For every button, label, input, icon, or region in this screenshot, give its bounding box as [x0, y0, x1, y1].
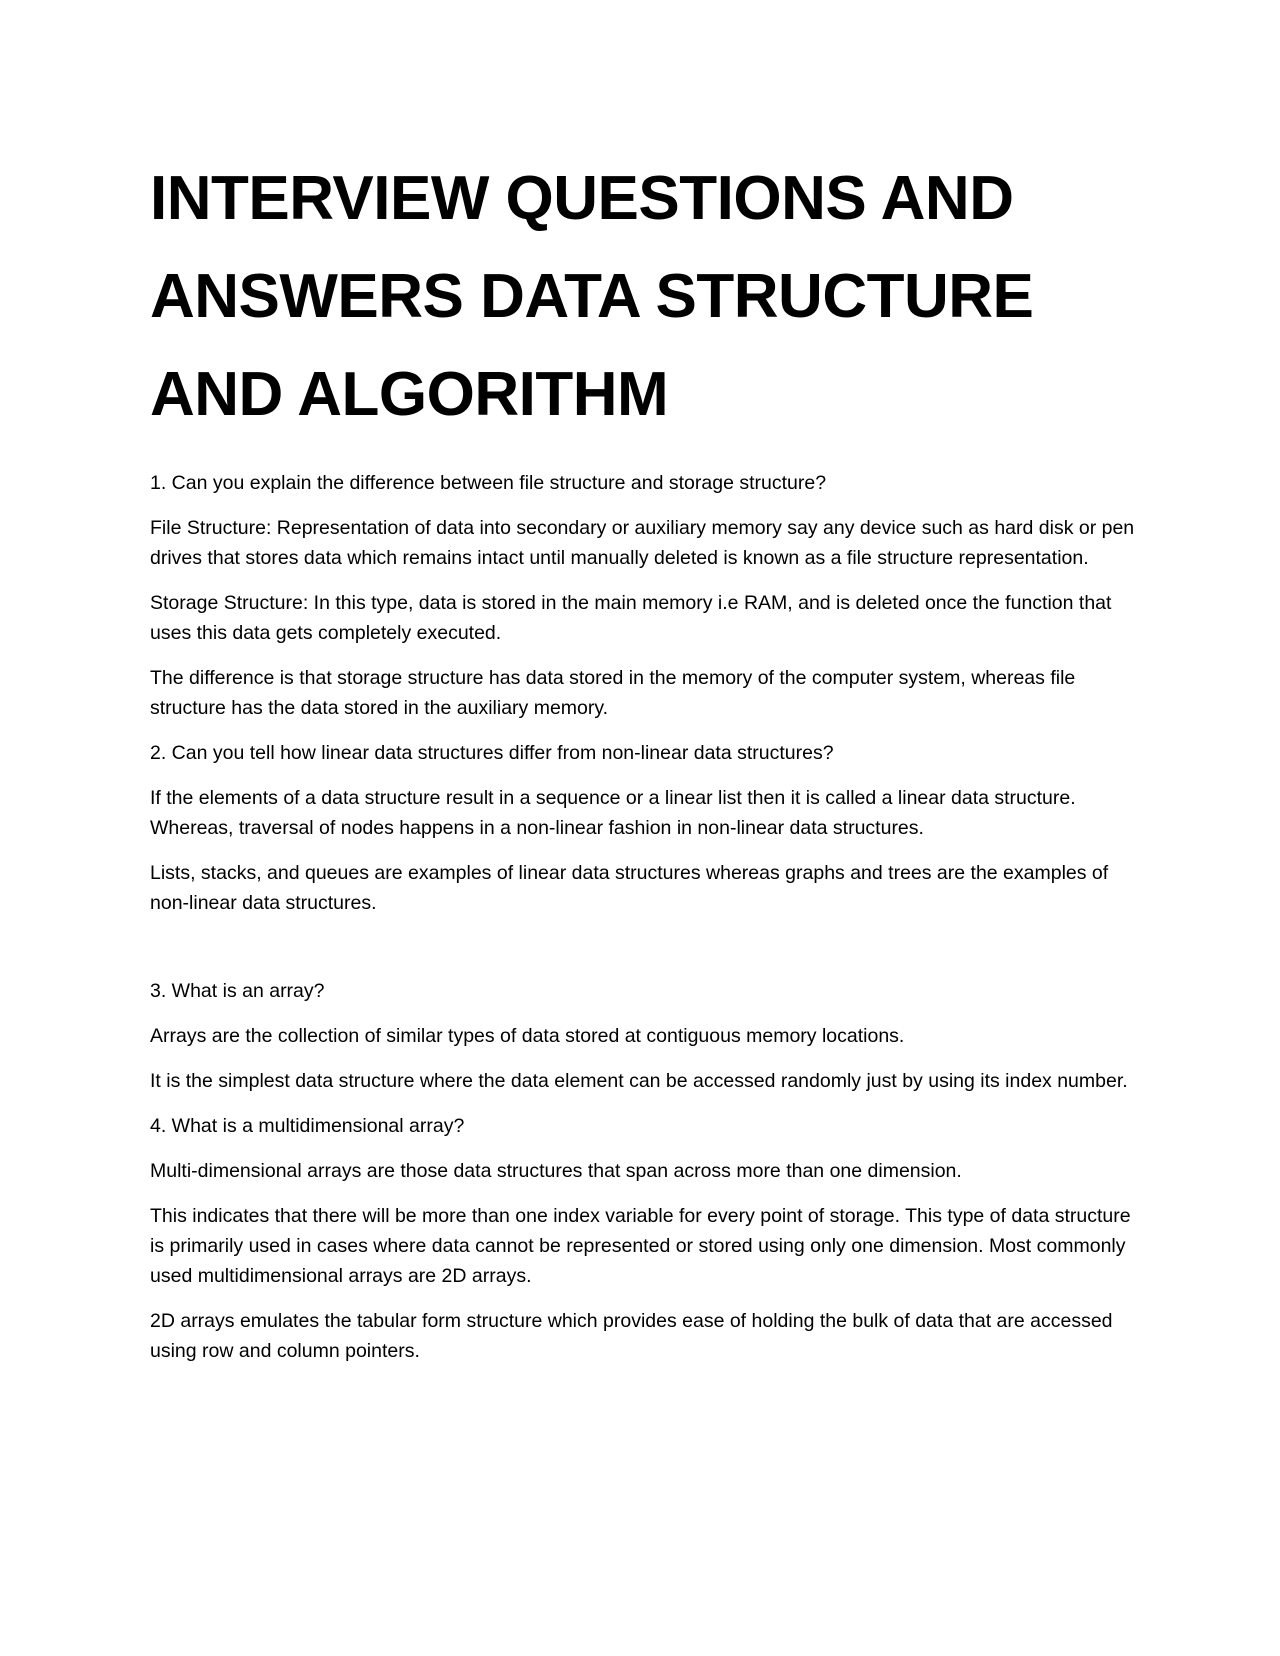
- document-title: INTERVIEW QUESTIONS AND ANSWERS DATA STRUCTURE AND ALGORITHM: [150, 164, 1034, 429]
- answer-paragraph: File Structure: Representation of data into secondary or auxiliary memory say any device such as hard disk or pen drives that stores data which remains intact until manually deleted is known as a file structure representation.: [150, 517, 1135, 569]
- answer-paragraph: It is the simplest data structure where the data element can be accessed randomly just by using its index number.: [150, 1070, 1128, 1092]
- question-2: 2. Can you tell how linear data structures differ from non-linear data structures?: [150, 742, 834, 764]
- question-1: 1. Can you explain the difference between file structure and storage structure?: [150, 472, 827, 494]
- document-page: [150, 150, 1140, 1381]
- question-4: 4. What is a multidimensional array?: [150, 1115, 465, 1137]
- answer-paragraph: The difference is that storage structure has data stored in the memory of the computer system, whereas file structure has the data stored in the auxiliary memory.: [150, 667, 1076, 719]
- answer-paragraph: 2D arrays emulates the tabular form structure which provides ease of holding the bulk of data that are accessed using row and column pointers.: [150, 1310, 1113, 1362]
- answer-paragraph: Arrays are the collection of similar types of data stored at contiguous memory locations.: [150, 1025, 905, 1047]
- answer-paragraph: This indicates that there will be more than one index variable for every point of storage. This type of data structure is primarily used in cases where data cannot be represented or stored using only one dimension. Most commonly used multidimensional arrays are 2D arrays.: [150, 1205, 1131, 1287]
- answer-paragraph: Storage Structure: In this type, data is stored in the main memory i.e RAM, and is deleted once the function that uses this data gets completely executed.: [150, 592, 1112, 644]
- answer-paragraph: If the elements of a data structure result in a sequence or a linear list then it is called a linear data structure. Whereas, traversal of nodes happens in a non-linear fashion in non-linear data structures.: [150, 787, 1076, 839]
- question-3: 3. What is an array?: [150, 980, 325, 1002]
- answer-paragraph: Lists, stacks, and queues are examples of linear data structures whereas graphs and trees are the examples of non-linear data structures.: [150, 862, 1109, 914]
- answer-paragraph: Multi-dimensional arrays are those data structures that span across more than one dimension.: [150, 1160, 962, 1182]
